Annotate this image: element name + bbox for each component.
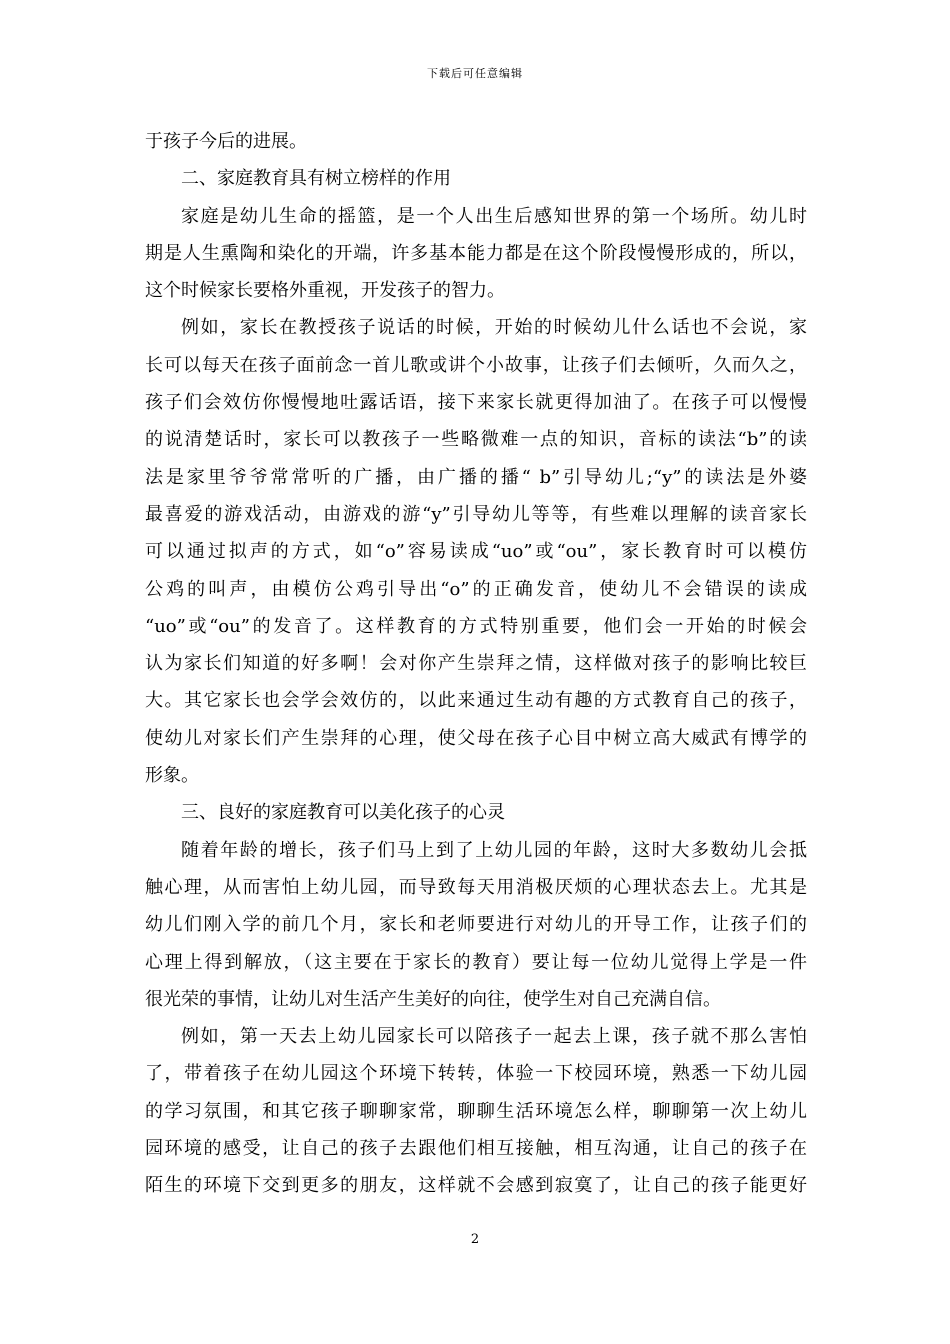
paragraph-line: 最喜爱的游戏活动，由游戏的游“y”引导幼儿等等，有些难以理解的读音家长 [145,503,807,525]
paragraph-line: “uo”或“ou”的发音了。这样教育的方式特别重要，他们会一开始的时候会 [145,615,807,637]
paragraph-line: 触心理，从而害怕上幼儿园，而导致每天用消极厌烦的心理状态去上。尤其是 [145,876,807,898]
paragraph-line: 幼儿们刚入学的前几个月，家长和老师要进行对幼儿的开导工作，让孩子们的 [145,914,807,936]
paragraph-line: 长可以每天在孩子面前念一首儿歌或讲个小故事，让孩子们去倾听，久而久之， [145,354,807,376]
paragraph-line: 家庭是幼儿生命的摇篮，是一个人出生后感知世界的第一个场所。幼儿时 [181,205,807,227]
paragraph-line: 孩子们会效仿你慢慢地吐露话语，接下来家长就更得加油了。在孩子可以慢慢 [145,392,807,414]
paragraph-line: 法是家里爷爷常常听的广播，由广播的播“ b”引导幼儿;“y”的读法是外婆 [145,466,807,488]
paragraph-line: 例如，家长在教授孩子说话的时候，开始的时候幼儿什么话也不会说，家 [181,317,807,339]
paragraph-line: 很光荣的事情，让幼儿对生活产生美好的向往，使学生对自己充满自信。 [145,988,721,1010]
paragraph-line: 于孩子今后的进展。 [145,131,307,152]
paragraph-line: 了，带着孩子在幼儿园这个环境下转转，体验一下校园环境，熟悉一下幼儿园 [145,1063,807,1085]
paragraph-line: 例如，第一天去上幼儿园家长可以陪孩子一起去上课，孩子就不那么害怕 [181,1026,807,1048]
paragraph-line: 大。其它家长也会学会效仿的，以此来通过生动有趣的方式教育自己的孩子， [145,690,807,712]
paragraph-line: 心理上得到解放，（这主要在于家长的教育）要让每一位幼儿觉得上学是一件 [145,951,807,973]
page-header: 下载后可任意编辑 [427,67,523,80]
paragraph-line: 公鸡的叫声，由模仿公鸡引导出“o”的正确发音，使幼儿不会错误的读成 [145,578,807,600]
paragraph-line: 的说清楚话时，家长可以教孩子一些略微难一点的知识，音标的读法“b”的读 [145,429,807,451]
paragraph-line: 这个时候家长要格外重视，开发孩子的智力。 [145,280,505,302]
page-number: 2 [470,1232,480,1247]
paragraph-line: 随着年龄的增长，孩子们马上到了上幼儿园的年龄，这时大多数幼儿会抵 [181,839,807,861]
paragraph-line: 认为家长们知道的好多啊！会对你产生崇拜之情，这样做对孩子的影响比较巨 [145,653,807,675]
section-heading: 三、良好的家庭教育可以美化孩子的心灵 [181,802,505,824]
paragraph-line: 陌生的环境下交到更多的朋友，这样就不会感到寂寞了，让自己的孩子能更好 [145,1175,807,1197]
paragraph-line: 使幼儿对家长们产生崇拜的心理，使父母在孩子心目中树立高大威武有博学的 [145,727,807,749]
paragraph-line: 的学习氛围，和其它孩子聊聊家常，聊聊生活环境怎么样，聊聊第一次上幼儿 [145,1100,807,1122]
document-body [145,123,807,1205]
paragraph-line: 园环境的感受，让自己的孩子去跟他们相互接触，相互沟通，让自己的孩子在 [145,1138,807,1160]
paragraph-line: 期是人生熏陶和染化的开端，许多基本能力都是在这个阶段慢慢形成的，所以， [145,242,807,264]
paragraph-line: 可以通过拟声的方式，如“o”容易读成“uo”或“ou”，家长教育时可以模仿 [145,541,807,563]
paragraph-line: 形象。 [145,765,199,787]
section-heading: 二、家庭教育具有树立榜样的作用 [181,168,451,190]
